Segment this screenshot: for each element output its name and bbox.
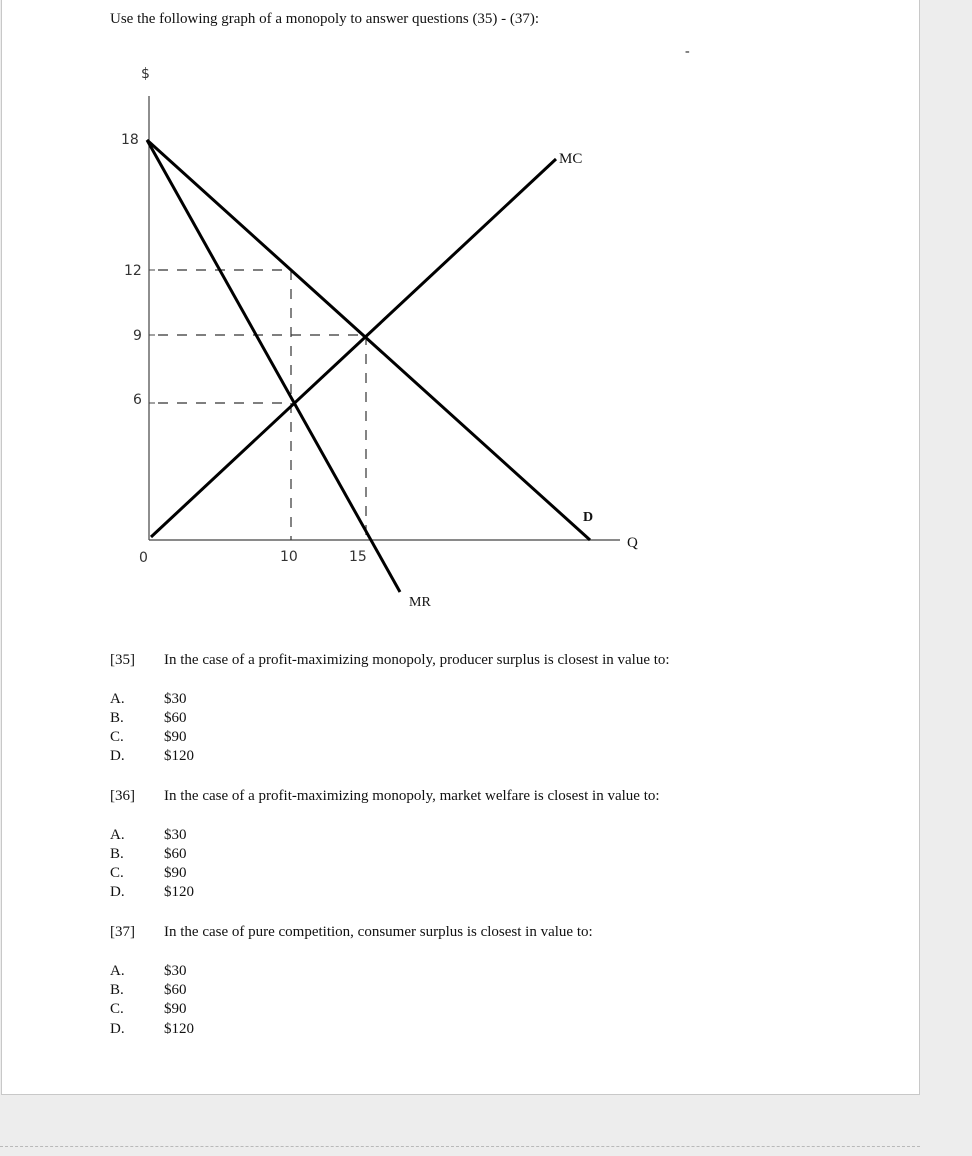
page-break-divider — [0, 1146, 920, 1147]
marginal-revenue-curve — [147, 140, 400, 592]
x-tick-label-0: 0 — [139, 550, 148, 566]
y-tick-label-9: 9 — [133, 328, 142, 344]
q37-option-c-letter: C. — [110, 1001, 124, 1017]
question-37-text: In the case of pure competition, consumer surplus is closest in value to: — [164, 924, 593, 940]
x-tick-label-15: 15 — [349, 549, 367, 565]
x-axis-label: Q — [627, 535, 638, 551]
q35-option-a-value: $30 — [164, 691, 187, 707]
y-tick-label-18: 18 — [121, 132, 139, 148]
x-tick-label-10: 10 — [280, 549, 298, 565]
demand-label: D — [583, 510, 594, 525]
q35-option-b-letter: B. — [110, 710, 124, 726]
q37-option-d-value: $120 — [164, 1021, 194, 1037]
marginal-cost-curve — [151, 159, 556, 537]
q37-option-c-value: $90 — [164, 1001, 187, 1017]
q35-option-b-value: $60 — [164, 710, 187, 726]
q37-option-d-letter: D. — [110, 1021, 125, 1037]
y-axis-label: $ — [141, 66, 150, 82]
q36-option-b-value: $60 — [164, 846, 187, 862]
q36-option-a-value: $30 — [164, 827, 187, 843]
y-tick-label-12: 12 — [124, 263, 142, 279]
q36-option-d-letter: D. — [110, 884, 125, 900]
q35-option-d-value: $120 — [164, 748, 194, 764]
mc-label: MC — [559, 151, 583, 167]
q35-option-c-letter: C. — [110, 729, 124, 745]
mr-label: MR — [409, 595, 431, 610]
question-37-number: [37] — [110, 924, 135, 940]
question-35-text: In the case of a profit-maximizing monopoly, producer surplus is closest in value to: — [164, 652, 670, 668]
q36-option-d-value: $120 — [164, 884, 194, 900]
stray-mark: - — [685, 44, 690, 59]
intro-text: Use the following graph of a monopoly to answer questions (35) - (37): — [110, 11, 540, 27]
q36-option-b-letter: B. — [110, 846, 124, 862]
q37-option-b-letter: B. — [110, 982, 124, 998]
q37-option-b-value: $60 — [164, 982, 187, 998]
q37-option-a-value: $30 — [164, 963, 187, 979]
q36-option-a-letter: A. — [110, 827, 125, 843]
q35-option-a-letter: A. — [110, 691, 125, 707]
q36-option-c-value: $90 — [164, 865, 187, 881]
q36-option-c-letter: C. — [110, 865, 124, 881]
question-36-number: [36] — [110, 788, 135, 804]
q35-option-c-value: $90 — [164, 729, 187, 745]
question-36-text: In the case of a profit-maximizing monopoly, market welfare is closest in value to: — [164, 788, 660, 804]
y-tick-label-6: 6 — [133, 392, 142, 408]
question-35-number: [35] — [110, 652, 135, 668]
q37-option-a-letter: A. — [110, 963, 125, 979]
q35-option-d-letter: D. — [110, 748, 125, 764]
